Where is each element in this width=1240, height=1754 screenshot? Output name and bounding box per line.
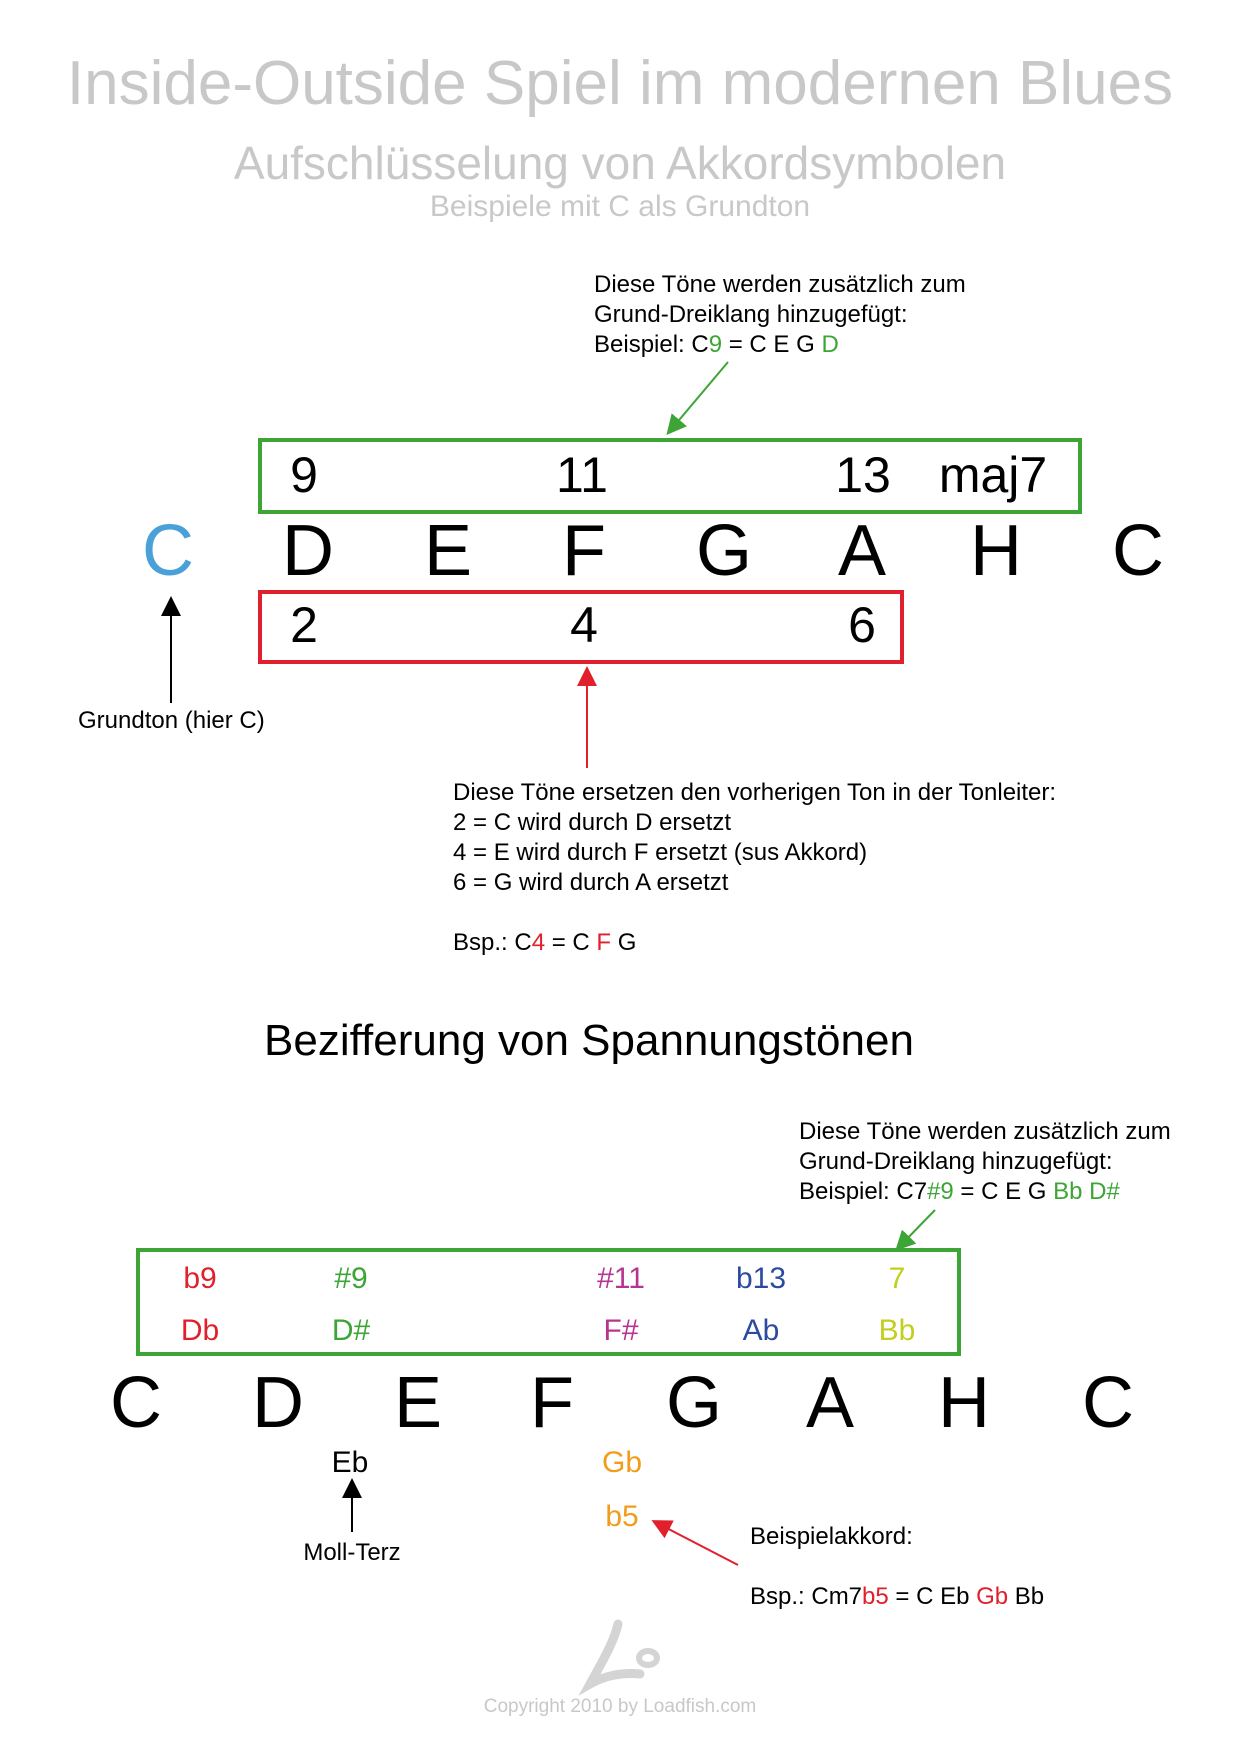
extension-number: 11 — [556, 447, 608, 503]
extension-number: 9 — [290, 447, 318, 503]
scale-note: D — [282, 511, 334, 591]
tension-number: 7 — [888, 1262, 906, 1295]
loadfish-logo-icon — [578, 1618, 668, 1698]
flat-five-note: Gb — [601, 1446, 643, 1479]
page-subtitle: Aufschlüsselung von Akkordsymbolen — [233, 137, 1007, 189]
extension-number: maj7 — [938, 447, 1048, 503]
scale-note: E — [423, 511, 473, 591]
tension-box — [136, 1248, 961, 1356]
tension-number: b13 — [735, 1262, 787, 1295]
scale2-note: H — [938, 1363, 990, 1443]
scale-note: A — [837, 511, 887, 591]
tension-note: D# — [331, 1314, 371, 1347]
replacement-number: 4 — [570, 597, 598, 653]
scale-note: H — [970, 511, 1022, 591]
tension-note: Db — [180, 1314, 220, 1347]
section-title: Bezifferung von Spannungstönen — [264, 1016, 914, 1065]
scale-note: G — [695, 511, 753, 591]
minor-third-note: Eb — [331, 1446, 369, 1479]
flat-five-number: b5 — [605, 1500, 639, 1533]
minor-third-label: Moll-Terz — [303, 1539, 401, 1566]
replaced-tones-note: Diese Töne ersetzen den vorherigen Ton in der Tonleiter: 2 = C wird durch D ersetzt 4 = E wird durch F ersetzt (sus Akkord) 6 = G wird durch A ersetzt Bsp.: C4 = C F G — [453, 779, 1057, 956]
scale-note: F — [562, 511, 606, 591]
tension-number: #9 — [334, 1262, 368, 1295]
tension-number: #11 — [597, 1262, 645, 1295]
scale-note: C — [1112, 511, 1164, 591]
scale2-note: F — [530, 1363, 574, 1443]
arrow-tension-added — [898, 1210, 935, 1248]
replacement-number: 6 — [848, 597, 876, 653]
page-title: Inside-Outside Spiel im modernen Blues — [66, 49, 1174, 118]
extension-number: 13 — [835, 447, 891, 503]
copyright: Copyright 2010 by Loadfish.com — [483, 1696, 757, 1717]
tension-number: b9 — [183, 1262, 217, 1295]
scale2-note: C — [1082, 1363, 1134, 1443]
page-subsubtitle: Beispiele mit C als Grundton — [429, 190, 811, 223]
arrow-flat-five — [655, 1522, 738, 1565]
arrow-added-tones — [669, 362, 728, 432]
replacement-number: 2 — [290, 597, 318, 653]
scale2-note: E — [393, 1363, 443, 1443]
scale-note-root: C — [142, 511, 194, 591]
tension-note: Ab — [742, 1314, 780, 1347]
tension-note: F# — [603, 1314, 639, 1347]
example-chord: Bsp.: Cm7b5 = C Eb Gb Bb — [750, 1583, 1045, 1610]
example-chord-label: Beispielakkord: — [750, 1523, 913, 1550]
root-label: Grundton (hier C) — [78, 707, 265, 734]
scale2-note: D — [252, 1363, 304, 1443]
scale2-note: G — [665, 1363, 723, 1443]
scale2-note: A — [805, 1363, 855, 1443]
tension-note: Bb — [878, 1314, 916, 1347]
tension-added-note: Diese Töne werden zusätzlich zum Grund-Dreiklang hinzugefügt: Beispiel: C7#9 = C E G Bb D# — [799, 1118, 1171, 1205]
scale2-note: C — [110, 1363, 162, 1443]
added-tones-note: Diese Töne werden zusätzlich zum Grund-Dreiklang hinzugefügt: Beispiel: C9 = C E G D — [594, 271, 966, 358]
